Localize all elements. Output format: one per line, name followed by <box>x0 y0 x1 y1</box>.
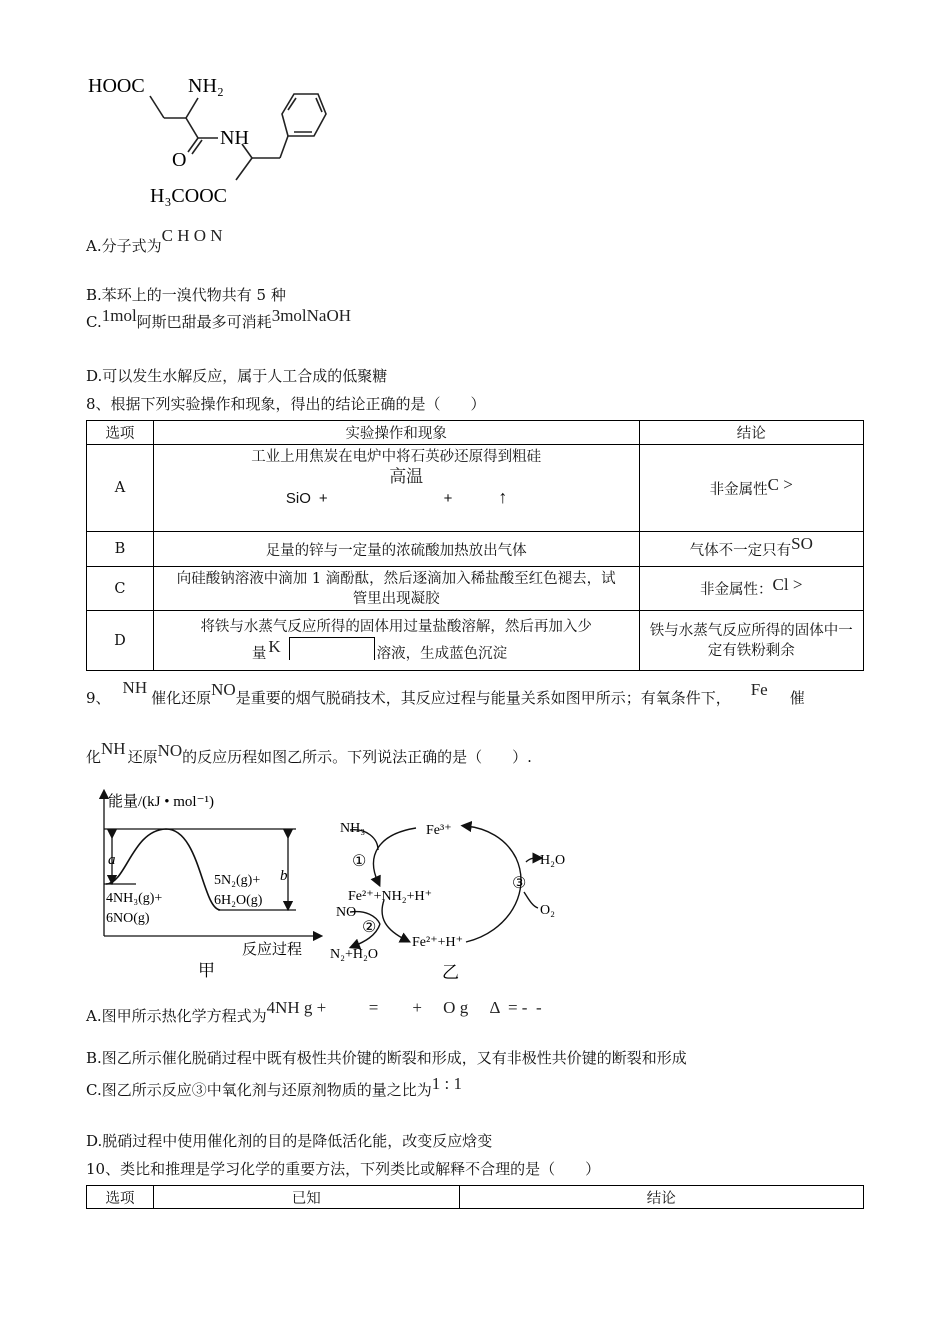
q8-table <box>86 420 864 671</box>
table-row <box>87 611 864 671</box>
header-operation: 实验操作和现象 <box>153 421 639 445</box>
header-option: 选项 <box>87 421 154 445</box>
row-d-conclusion: 铁与水蒸气反应所得的固体中一定有铁粉剩余 <box>639 611 863 671</box>
reaction-condition: 高温 <box>389 467 424 486</box>
fig-jia-xlabel: 反应过程 <box>242 942 303 958</box>
fig-jia-product2: 6H₂O(g) <box>214 893 263 908</box>
formula-bracket <box>289 637 375 660</box>
q10-table <box>86 1185 864 1209</box>
hooc-label: HOOC <box>88 75 145 97</box>
fig-jia-reactant2: 6NO(g) <box>106 911 150 926</box>
fig-yi-fe3: Fe³⁺ <box>426 823 452 838</box>
fig-jia-product1: 5N₂(g)+ <box>214 873 261 888</box>
row-b-conclusion: 气体不一定只有SO <box>639 532 863 567</box>
q9-stem-line2: 化NH 还原NO的反应历程如图乙所示。下列说法正确的是（ ）. <box>86 739 532 766</box>
q7-option-b: B.苯环上的一溴代物共有 5 种 <box>86 286 286 304</box>
fig-yi-step1: ① <box>352 853 367 870</box>
row-d-operation: 将铁与水蒸气反应所得的固体用过量盐酸溶解，然后再加入少 量 K 溶液，生成蓝色沉淀 <box>153 611 639 671</box>
q9-option-a: A.图甲所示热化学方程式为4NH g + = + O g Δ = - - <box>86 998 542 1025</box>
q10-header-known: 已知 <box>153 1186 459 1209</box>
row-a-operation: 工业上用焦炭在电炉中将石英砂还原得到粗硅 高温 SiO + + ↑ <box>153 445 639 532</box>
q10-header-option: 选项 <box>87 1186 154 1209</box>
reaction-equation: SiO + + ↑ <box>285 487 508 507</box>
fig-yi-h2o: H₂O <box>540 853 566 868</box>
q9-a-equation: 4NH g + = + O g Δ = - - <box>266 998 542 1017</box>
h3cooc-label: H₃COOC <box>150 185 227 207</box>
header-conclusion: 结论 <box>639 421 863 445</box>
fig-yi-o2: O₂ <box>540 903 555 918</box>
row-d-option: D <box>87 611 154 671</box>
q8-title: 8、根据下列实验操作和现象，得出的结论正确的是（ ） <box>86 395 486 413</box>
fig-jia-b: b <box>280 868 288 884</box>
table-row <box>87 445 864 532</box>
table-row <box>87 532 864 567</box>
fig-yi-mid1: Fe²⁺+NH₂+H⁺ <box>348 889 432 904</box>
row-b-operation: 足量的锌与一定量的浓硫酸加热放出气体 <box>153 532 639 567</box>
q9-option-b: B.图乙所示催化脱硝过程中既有极性共价键的断裂和形成，又有非极性共价键的断裂和形成 <box>86 1049 687 1067</box>
row-a-option: A <box>87 445 154 532</box>
q7-option-d: D.可以发生水解反应，属于人工合成的低聚糖 <box>86 367 388 385</box>
fig-jia-a: a <box>108 852 116 868</box>
nh-label: NH <box>220 127 249 149</box>
q9-option-d: D.脱硝过程中使用催化剂的目的是降低活化能，改变反应焓变 <box>86 1132 493 1150</box>
q7-a-formula: C H O N <box>161 226 223 245</box>
fig-yi-nh3: NH₃ <box>340 821 366 836</box>
q7-option-a: A.分子式为C H O N <box>86 226 223 255</box>
table-row <box>87 567 864 611</box>
catalytic-cycle-diagram <box>326 812 586 984</box>
fig-yi-step2: ② <box>362 919 377 936</box>
q10-header-conclusion: 结论 <box>459 1186 863 1209</box>
row-a-conclusion: 非金属性C > <box>639 445 863 532</box>
nh2-label: NH₂ <box>188 75 224 97</box>
row-c-operation: 向硅酸钠溶液中滴加 1 滴酚酞，然后逐滴加入稀盐酸至红色褪去，试管里出现凝胶 <box>153 567 639 611</box>
table-header-row <box>87 421 864 445</box>
fig-yi-n2h2o: N₂+H₂O <box>330 947 378 962</box>
fig-jia-ylabel: 能量/(kJ • mol⁻¹) <box>108 794 214 810</box>
row-c-option: C <box>87 567 154 611</box>
row-b-option: B <box>87 532 154 567</box>
q7-option-c: C.1mol阿斯巴甜最多可消耗3molNaOH <box>86 306 352 331</box>
fig-jia-caption: 甲 <box>198 961 215 980</box>
fig-yi-no: NO <box>336 905 357 920</box>
table-header-row <box>87 1186 864 1209</box>
fig-yi-step3: ③ <box>512 875 527 892</box>
fig-yi-caption: 乙 <box>442 963 459 982</box>
q10-title: 10、类比和推理是学习化学的重要方法，下列类比或解释不合理的是（ ） <box>86 1160 601 1178</box>
energy-diagram <box>96 786 326 982</box>
q9-option-c: C.图乙所示反应③中氧化剂与还原剂物质的量之比为1 : 1 <box>86 1074 462 1099</box>
q7-c-mol: 1mol <box>101 306 137 325</box>
fig-yi-mid2: Fe²⁺+H⁺ <box>412 935 463 950</box>
aspartame-structure <box>84 70 344 210</box>
q7-c-naoh: 3molNaOH <box>271 306 352 325</box>
o-label: O <box>172 149 187 171</box>
q9-stem-line1: 9、NH催化还原NO是重要的烟气脱硝技术，其反应过程与能量关系如图甲所示；有氧条件下， Fe 催 <box>86 678 805 707</box>
row-c-conclusion: 非金属性：Cl > <box>639 567 863 611</box>
fig-jia-reactant1: 4NH₃(g)+ <box>106 891 163 906</box>
